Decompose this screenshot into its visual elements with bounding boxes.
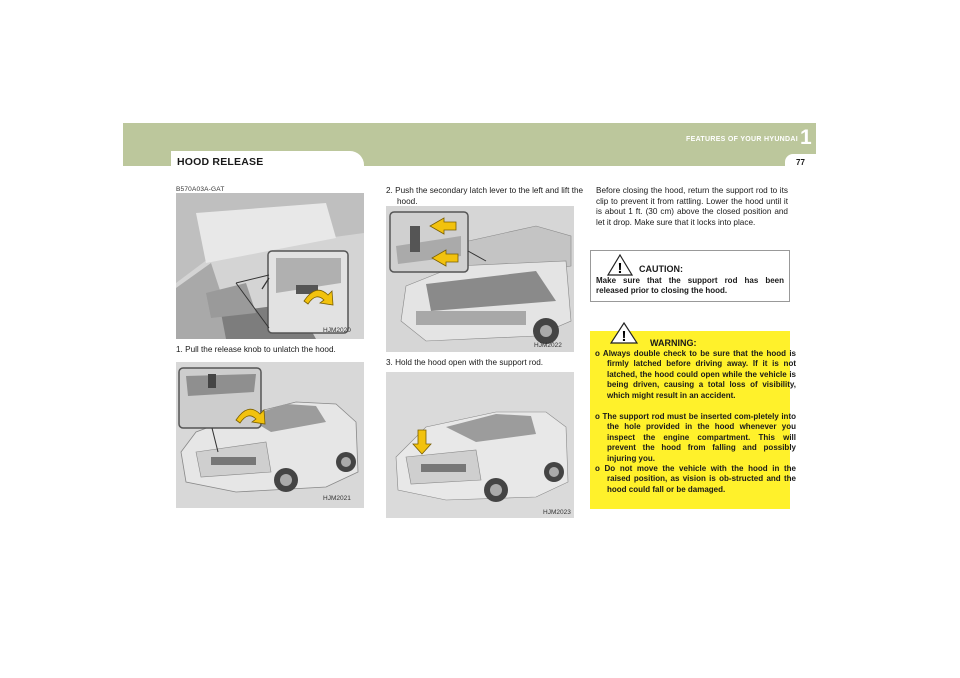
- dashboard-illustration: [176, 193, 364, 339]
- caution-triangle-icon: [607, 254, 633, 276]
- warning-box: [590, 328, 796, 509]
- svg-text:!: !: [617, 260, 623, 276]
- step-2-text: 2. Push the secondary latch lever to the left and lift the hood.: [386, 186, 584, 206]
- figure-code: HJM2021: [323, 495, 351, 502]
- open-hood-illustration: [386, 206, 574, 352]
- warning-item-3: o Do not move the vehicle with the hood in the raised position, as vision is ob-structed and the hood could fall or be damaged.: [595, 464, 796, 494]
- support-rod-illustration: [386, 372, 574, 518]
- section-title: HOOD RELEASE: [177, 156, 264, 168]
- hood-release-knob-figure: [176, 193, 364, 339]
- step-3-text: 3. Hold the hood open with the support rod.: [386, 358, 544, 367]
- warning-triangle-icon: [610, 322, 638, 344]
- caution-title: CAUTION:: [639, 264, 683, 274]
- support-rod-figure: [386, 372, 574, 518]
- warning-title: WARNING:: [650, 338, 697, 348]
- chapter-label: FEATURES OF YOUR HYUNDAI: [686, 136, 798, 143]
- chapter-number: 1: [800, 126, 812, 149]
- page-number: 77: [796, 158, 805, 167]
- release-knob-car-figure: [176, 362, 364, 508]
- car-front-illustration: [176, 362, 364, 508]
- reference-code: B570A03A-GAT: [176, 186, 225, 193]
- caution-box: [590, 250, 790, 302]
- figure-code: HJM2022: [534, 342, 562, 349]
- warning-item-2: o The support rod must be inserted com-pletely into the hole provided in the hood whenever you inspect the engine compartment. This will prevent the hood from falling and possibly injuring you.: [595, 412, 796, 463]
- step-1-text: 1. Pull the release knob to unlatch the hood.: [176, 345, 336, 354]
- closing-instructions: Before closing the hood, return the support rod to its clip to prevent it from rattling. Lower the hood until it is about 1 ft. (30 cm) above the closed position and let it drop. Make sure that it locks into place.: [596, 186, 788, 227]
- figure-code: HJM2020: [323, 327, 351, 334]
- figure-code: HJM2023: [543, 509, 571, 516]
- warning-item-1: o Always double check to be sure that the hood is firmly latched before driving away. If it is not latched, the hood could open while the vehicle is being driven, causing a total loss of visibility, which might result in an accident.: [595, 349, 796, 400]
- caution-text: Make sure that the support rod has been released prior to closing the hood.: [596, 276, 784, 296]
- secondary-latch-figure: [386, 206, 574, 352]
- svg-text:!: !: [621, 328, 627, 344]
